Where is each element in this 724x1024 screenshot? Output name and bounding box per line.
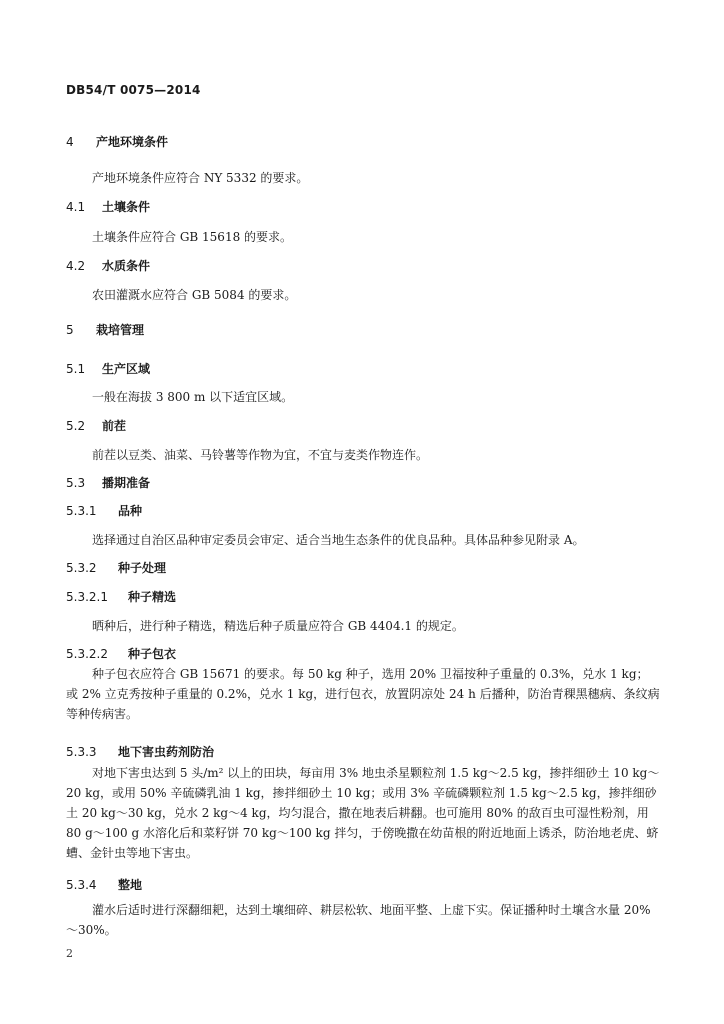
heading-number: 5: [66, 323, 74, 337]
document-code: DB54/T 0075—2014: [66, 83, 201, 97]
heading-number: 5.3.1: [66, 504, 97, 518]
heading-5: [66, 321, 144, 338]
heading-title: 土壤条件: [102, 200, 151, 214]
paragraph-5-1: 一般在海拔 3 800 m 以下适宜区域。: [92, 390, 294, 404]
paragraph-5-2: 前茬以豆类、油菜、马铃薯等作物为宜，不宜与麦类作物连作。: [92, 448, 429, 462]
paragraph-4-2: 农田灌溉水应符合 GB 5084 的要求。: [92, 288, 297, 302]
heading-number: 5.3.4: [66, 878, 97, 892]
paragraph-5-3-4: 灌水后适时进行深翻细耙，达到土壤细碎、耕层松软、地面平整、上虚下实。保证播种时土壤含水量 20%～30%。: [66, 903, 651, 937]
heading-title: 种子处理: [118, 561, 167, 575]
heading-4-1: [66, 198, 150, 215]
heading-title: 生产区域: [102, 362, 151, 376]
heading-title: 水质条件: [102, 259, 151, 273]
paragraph-5-3-2-2: 种子包衣应符合 GB 15671 的要求。每 50 kg 种子，选用 20% 卫福按种子重量的 0.3%，兑水 1 kg；或 2% 立克秀按种子重量的 0.2%，兑水 1 kg，进行包衣，放置阴凉处 24 h 后播种，防治青稞黑穗病、条纹病等种传病害。: [66, 667, 660, 721]
heading-number: 4.1: [66, 200, 86, 214]
heading-number: 5.1: [66, 362, 86, 376]
heading-5-3: [66, 474, 150, 491]
heading-number: 5.3: [66, 476, 86, 490]
heading-title: 栽培管理: [96, 323, 145, 337]
heading-5-3-2-2: [66, 645, 176, 662]
heading-number: 4.2: [66, 259, 86, 273]
heading-number: 5.3.3: [66, 745, 97, 759]
heading-number: 5.3.2.1: [66, 590, 108, 604]
heading-5-3-3: [66, 743, 214, 760]
heading-title: 地下害虫药剂防治: [118, 745, 215, 759]
heading-5-3-1: [66, 502, 142, 519]
heading-number: 5.2: [66, 419, 86, 433]
paragraph-4-1: 土壤条件应符合 GB 15618 的要求。: [92, 230, 293, 244]
heading-5-3-4: [66, 876, 142, 893]
paragraph-5-3-3: 对地下害虫达到 5 头/m² 以上的田块，每亩用 3% 地虫杀星颗粒剂 1.5 kg～2.5 kg，掺拌细砂土 10 kg～20 kg，或用 50% 辛硫磷乳油 1 kg，掺拌细砂土 10 kg；或用 3% 辛硫磷颗粒剂 1.5 kg～2.5 kg，掺拌细砂土 20 kg～30 kg，兑水 2 kg～4 kg，均匀混合，撒在地表后耕翻。也可施用 80% 的敌百虫可湿性粉剂，用 80 g～100 g 水溶化后和菜籽饼 70 kg～100 kg 拌匀，于傍晚撒在幼苗根的附近地面上诱杀，防治地老虎、蛴螬、金针虫等地下害虫。: [66, 766, 660, 860]
heading-4-2: [66, 257, 150, 274]
heading-5-1: [66, 360, 150, 377]
heading-5-3-2-1: [66, 588, 176, 605]
heading-number: 5.3.2.2: [66, 647, 108, 661]
heading-title: 整地: [118, 878, 143, 892]
heading-title: 品种: [118, 504, 143, 518]
heading-title: 种子精选: [128, 590, 177, 604]
heading-5-2: [66, 417, 126, 434]
heading-number: 5.3.2: [66, 561, 97, 575]
heading-4: [66, 133, 168, 150]
heading-5-3-2: [66, 559, 166, 576]
heading-title: 种子包衣: [128, 647, 177, 661]
heading-title: 产地环境条件: [96, 135, 169, 149]
heading-title: 前茬: [102, 419, 127, 433]
paragraph-5-3-2-1: 晒种后，进行种子精选，精选后种子质量应符合 GB 4404.1 的规定。: [92, 619, 464, 633]
heading-number: 4: [66, 135, 74, 149]
heading-title: 播期准备: [102, 476, 151, 490]
paragraph-5-3-1: 选择通过自治区品种审定委员会审定、适合当地生态条件的优良品种。具体品种参见附录 A。: [92, 533, 585, 547]
page-number: 2: [66, 947, 73, 960]
paragraph-4: 产地环境条件应符合 NY 5332 的要求。: [92, 171, 309, 185]
